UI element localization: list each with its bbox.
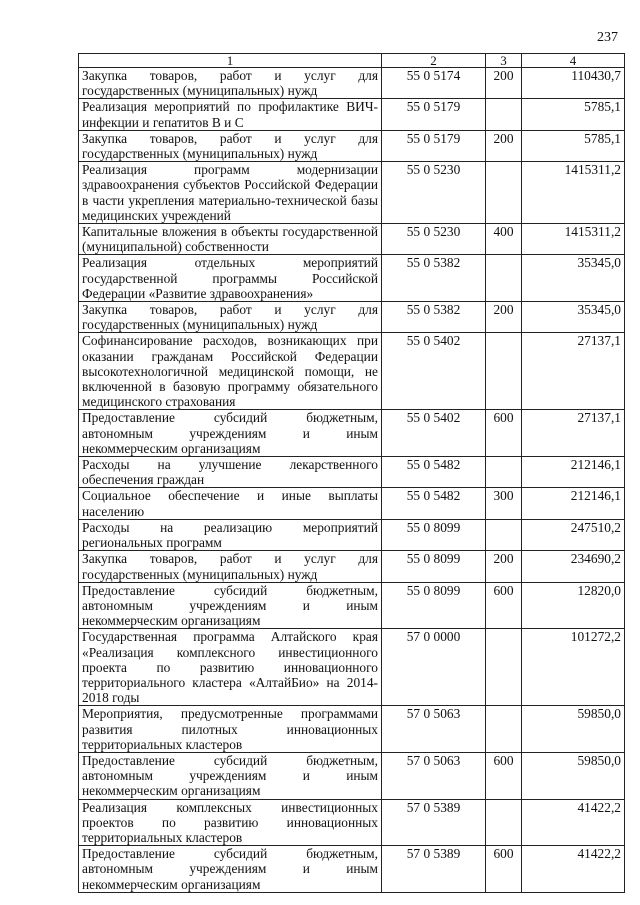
row-name-cell: Предоставление субсидий бюджетным, автономным учреждениям и иным некоммерческим организациям [79, 582, 382, 629]
row-sum-cell: 101272,2 [522, 629, 625, 706]
table-row [79, 224, 625, 255]
header-col-3: 3 [486, 54, 522, 68]
table-row [79, 629, 625, 706]
table-body [79, 68, 625, 893]
table-row [79, 302, 625, 333]
row-name-cell: Предоставление субсидий бюджетным, автономным учреждениям и иным некоммерческим организациям [79, 752, 382, 799]
row-name-cell: Предоставление субсидий бюджетным, автономным учреждениям и иным некоммерческим организациям [79, 846, 382, 893]
table-row [79, 706, 625, 753]
row-code-cell: 55 0 5482 [382, 457, 486, 488]
row-name-cell: Реализация программ модернизации здравоохранения субъектов Российской Федерации в части укрепления материально-технической базы медицинских учреждений [79, 162, 382, 224]
row-type-cell [486, 629, 522, 706]
table-row [79, 519, 625, 550]
row-type-cell: 200 [486, 68, 522, 99]
table-row [79, 333, 625, 410]
table-row [79, 846, 625, 893]
row-name-cell: Мероприятия, предусмотренные программами развития пилотных инновационных территориальных кластеров [79, 706, 382, 753]
row-name-cell: Реализация отдельных мероприятий государственной программы Российской Федерации «Развитие здравоохранения» [79, 255, 382, 302]
row-type-cell: 300 [486, 488, 522, 519]
row-type-cell [486, 333, 522, 410]
row-sum-cell: 35345,0 [522, 255, 625, 302]
row-code-cell: 55 0 5482 [382, 488, 486, 519]
row-type-cell [486, 519, 522, 550]
table-row [79, 255, 625, 302]
row-sum-cell: 1415311,2 [522, 162, 625, 224]
row-name-cell: Софинансирование расходов, возникающих при оказании гражданам Российской Федерации высокотехнологичной медицинской помощи, не включенной в базовую программу обязательного медицинского страхования [79, 333, 382, 410]
table-row [79, 99, 625, 130]
row-code-cell: 55 0 8099 [382, 582, 486, 629]
row-code-cell: 55 0 5402 [382, 410, 486, 457]
row-sum-cell: 110430,7 [522, 68, 625, 99]
row-code-cell: 55 0 8099 [382, 519, 486, 550]
row-type-cell [486, 255, 522, 302]
row-code-cell: 55 0 8099 [382, 551, 486, 582]
row-sum-cell: 234690,2 [522, 551, 625, 582]
row-sum-cell: 59850,0 [522, 706, 625, 753]
row-name-cell: Государственная программа Алтайского края «Реализация комплексного инвестиционного проекта по развитию инновационного территориального кластера «АлтайБио» на 2014-2018 годы [79, 629, 382, 706]
row-code-cell: 57 0 5389 [382, 799, 486, 846]
row-code-cell: 55 0 5179 [382, 99, 486, 130]
row-code-cell: 57 0 0000 [382, 629, 486, 706]
row-type-cell: 200 [486, 302, 522, 333]
header-col-2: 2 [382, 54, 486, 68]
row-type-cell: 200 [486, 551, 522, 582]
table-row [79, 162, 625, 224]
row-type-cell [486, 706, 522, 753]
header-col-1: 1 [79, 54, 382, 68]
row-code-cell: 55 0 5179 [382, 130, 486, 161]
row-code-cell: 57 0 5063 [382, 706, 486, 753]
row-sum-cell: 12820,0 [522, 582, 625, 629]
row-name-cell: Расходы на реализацию мероприятий региональных программ [79, 519, 382, 550]
row-type-cell [486, 457, 522, 488]
row-name-cell: Закупка товаров, работ и услуг для государственных (муниципальных) нужд [79, 551, 382, 582]
row-sum-cell: 247510,2 [522, 519, 625, 550]
row-sum-cell: 35345,0 [522, 302, 625, 333]
table-row [79, 488, 625, 519]
row-type-cell: 600 [486, 752, 522, 799]
row-code-cell: 57 0 5063 [382, 752, 486, 799]
row-type-cell: 400 [486, 224, 522, 255]
row-sum-cell: 41422,2 [522, 799, 625, 846]
row-name-cell: Социальное обеспечение и иные выплаты населению [79, 488, 382, 519]
row-code-cell: 55 0 5382 [382, 302, 486, 333]
table-row [79, 799, 625, 846]
row-name-cell: Предоставление субсидий бюджетным, автономным учреждениям и иным некоммерческим организациям [79, 410, 382, 457]
row-name-cell: Закупка товаров, работ и услуг для государственных (муниципальных) нужд [79, 302, 382, 333]
row-sum-cell: 5785,1 [522, 99, 625, 130]
row-sum-cell: 212146,1 [522, 488, 625, 519]
row-type-cell: 200 [486, 130, 522, 161]
row-code-cell: 55 0 5230 [382, 224, 486, 255]
row-type-cell [486, 162, 522, 224]
row-name-cell: Закупка товаров, работ и услуг для государственных (муниципальных) нужд [79, 130, 382, 161]
row-type-cell [486, 99, 522, 130]
table-row [79, 130, 625, 161]
header-col-4: 4 [522, 54, 625, 68]
row-sum-cell: 41422,2 [522, 846, 625, 893]
row-sum-cell: 59850,0 [522, 752, 625, 799]
row-sum-cell: 1415311,2 [522, 224, 625, 255]
row-code-cell: 55 0 5230 [382, 162, 486, 224]
table-row [79, 457, 625, 488]
row-type-cell: 600 [486, 582, 522, 629]
row-name-cell: Закупка товаров, работ и услуг для государственных (муниципальных) нужд [79, 68, 382, 99]
table-row [79, 551, 625, 582]
row-sum-cell: 212146,1 [522, 457, 625, 488]
row-sum-cell: 5785,1 [522, 130, 625, 161]
row-code-cell: 55 0 5402 [382, 333, 486, 410]
budget-table [78, 53, 625, 893]
row-code-cell: 57 0 5389 [382, 846, 486, 893]
row-name-cell: Реализация мероприятий по профилактике ВИЧ-инфекции и гепатитов В и С [79, 99, 382, 130]
row-name-cell: Реализация комплексных инвестиционных проектов по развитию инновационных территориальных кластеров [79, 799, 382, 846]
table-row [79, 582, 625, 629]
table-row [79, 68, 625, 99]
row-sum-cell: 27137,1 [522, 333, 625, 410]
row-sum-cell: 27137,1 [522, 410, 625, 457]
table-header-row [79, 54, 625, 68]
row-type-cell: 600 [486, 410, 522, 457]
row-name-cell: Расходы на улучшение лекарственного обеспечения граждан [79, 457, 382, 488]
table-row [79, 752, 625, 799]
page-number: 237 [597, 30, 618, 45]
row-type-cell [486, 799, 522, 846]
table-row [79, 410, 625, 457]
row-code-cell: 55 0 5382 [382, 255, 486, 302]
row-type-cell: 600 [486, 846, 522, 893]
row-code-cell: 55 0 5174 [382, 68, 486, 99]
row-name-cell: Капитальные вложения в объекты государственной (муниципальной) собственности [79, 224, 382, 255]
